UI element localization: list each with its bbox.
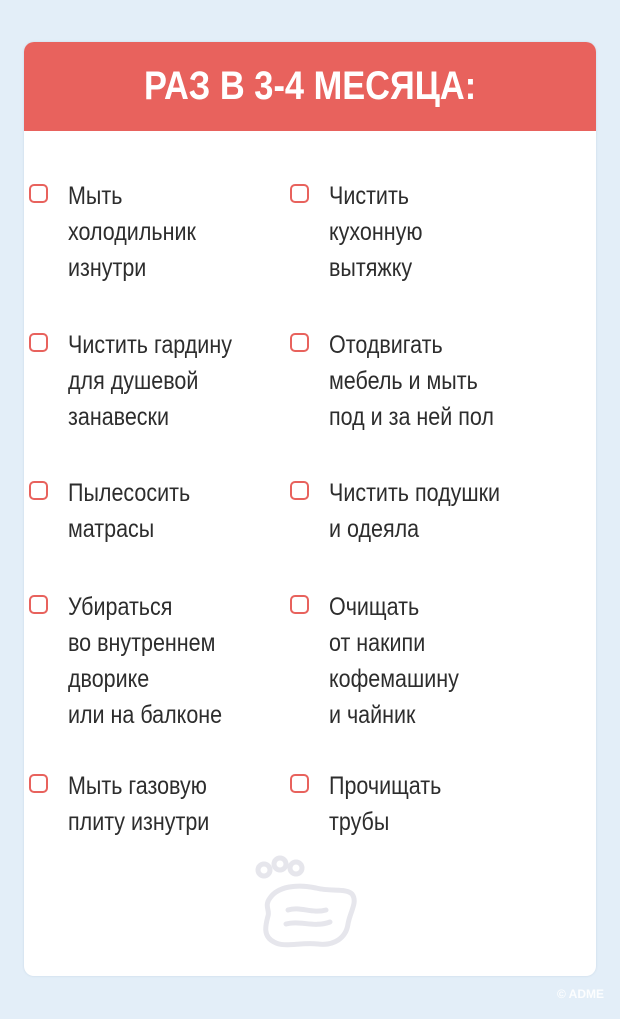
checkbox[interactable] bbox=[29, 184, 48, 203]
checklist-item-label: Пылесосить матрасы bbox=[68, 479, 191, 543]
checkbox[interactable] bbox=[29, 595, 48, 614]
checklist-item[interactable] bbox=[290, 178, 438, 286]
header-banner bbox=[24, 42, 596, 131]
checklist-item-label: Отодвигать мебель и мыть под и за ней пол bbox=[329, 331, 494, 431]
checklist-item-label: Чистить гардину для душевой занавески bbox=[68, 331, 232, 431]
checklist-item-label: Мыть холодильник изнутри bbox=[68, 182, 196, 282]
checklist-item[interactable] bbox=[29, 178, 217, 286]
checkbox[interactable] bbox=[290, 774, 309, 793]
checklist-item[interactable] bbox=[290, 589, 480, 733]
checklist-item-label: Чистить подушки и одеяла bbox=[329, 479, 501, 543]
checklist-item-label: Чистить кухонную вытяжку bbox=[329, 182, 423, 282]
checkbox[interactable] bbox=[29, 481, 48, 500]
checklist-item-label: Убираться во внутреннем дворике или на балконе bbox=[68, 593, 223, 729]
watermark: © ADME bbox=[556, 987, 604, 1001]
soap-bubbles-icon bbox=[230, 812, 370, 967]
checkbox[interactable] bbox=[290, 333, 309, 352]
checklist-item[interactable] bbox=[29, 768, 232, 840]
checklist-item-label: Прочищать трубы bbox=[329, 772, 442, 836]
checklist-item-label: Очищать от накипи кофемашину и чайник bbox=[329, 593, 459, 729]
checklist-item[interactable] bbox=[29, 589, 247, 733]
checklist-item[interactable] bbox=[29, 327, 259, 435]
checkbox[interactable] bbox=[290, 481, 309, 500]
checkbox[interactable] bbox=[29, 774, 48, 793]
checkbox[interactable] bbox=[290, 595, 309, 614]
checklist-item-label: Мыть газовую плиту изнутри bbox=[68, 772, 210, 836]
checkbox[interactable] bbox=[290, 184, 309, 203]
checklist-item[interactable] bbox=[290, 327, 521, 435]
checklist-item[interactable] bbox=[290, 475, 528, 547]
checklist-item[interactable] bbox=[29, 475, 210, 547]
page-title: РАЗ В 3-4 МЕСЯЦА: bbox=[143, 64, 477, 108]
checkbox[interactable] bbox=[29, 333, 48, 352]
